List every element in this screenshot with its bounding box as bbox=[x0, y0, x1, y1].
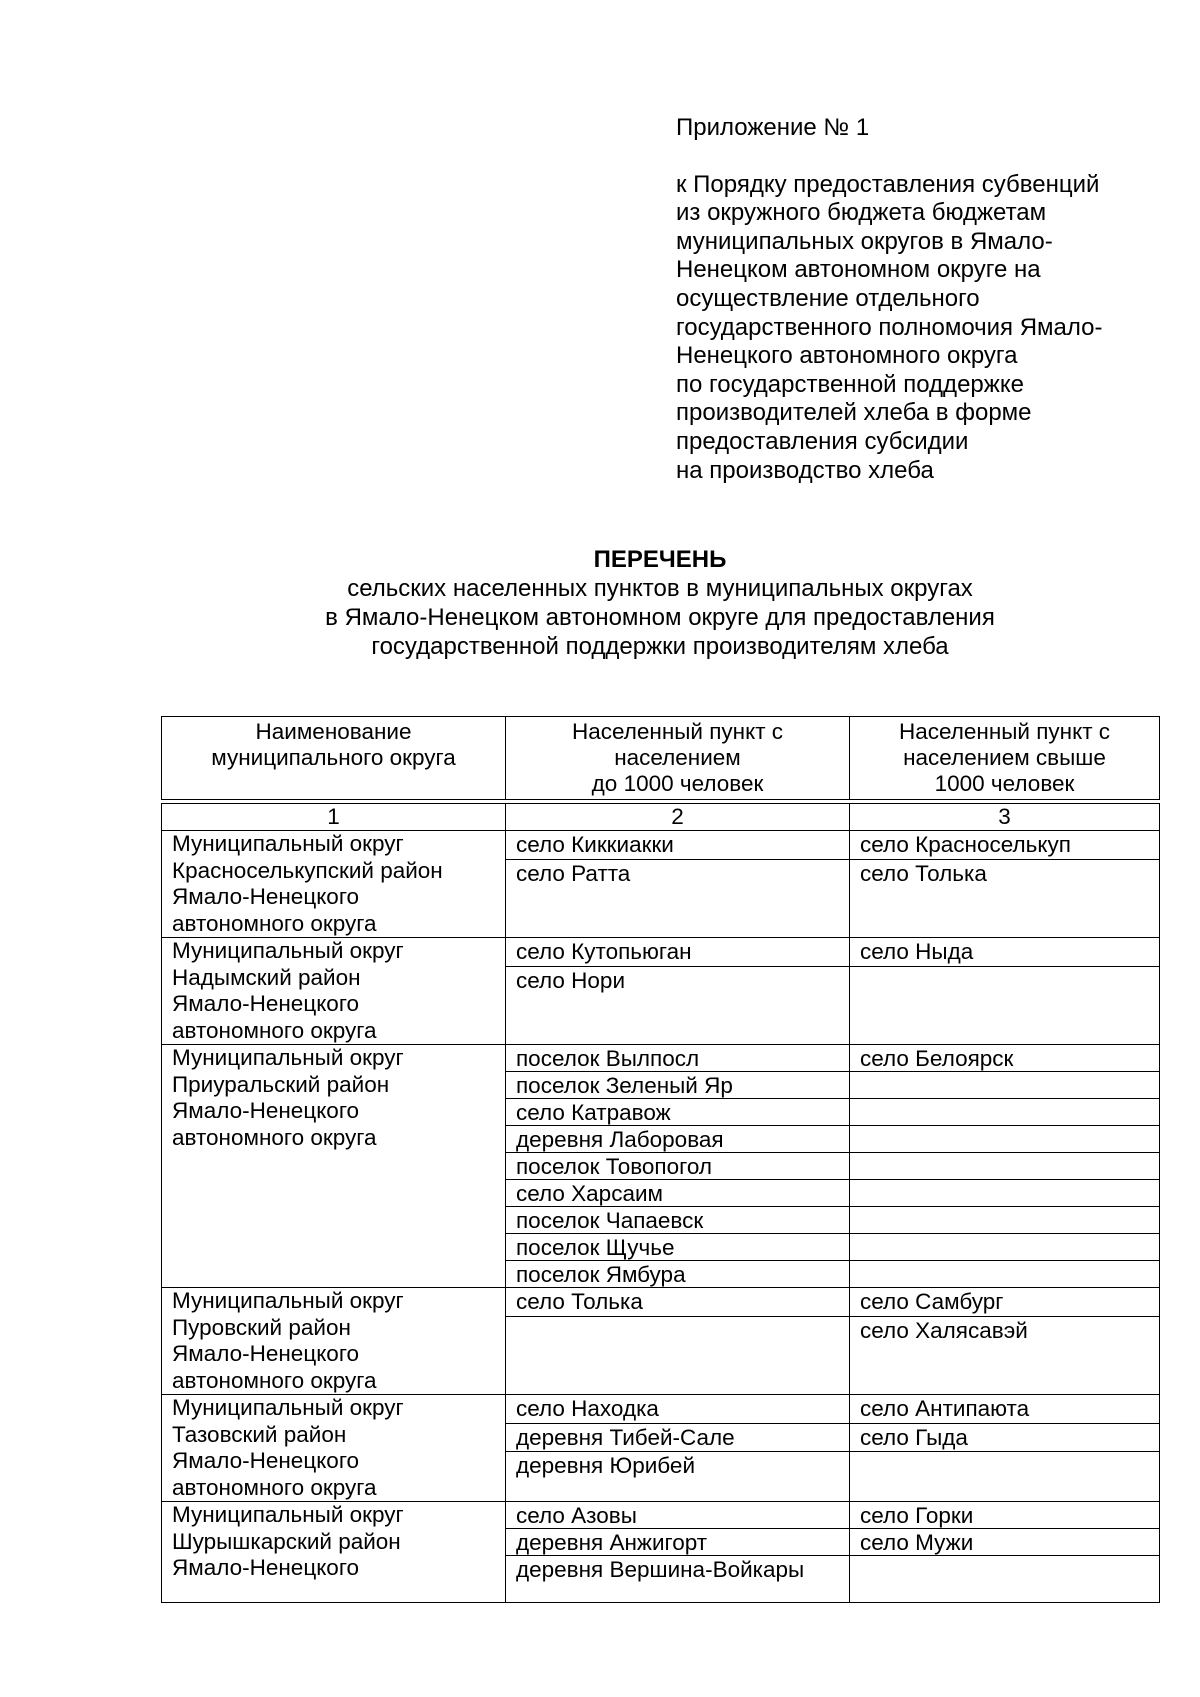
settlement-name: деревня Юрибей bbox=[516, 1453, 696, 1479]
district-name-line: Шурышкарский район bbox=[172, 1528, 401, 1554]
settlement-name: село Халясавэй bbox=[860, 1317, 1028, 1343]
small-settlement-cell bbox=[506, 1529, 850, 1556]
settlement-name: деревня Лаборовая bbox=[516, 1127, 724, 1152]
table-row bbox=[162, 1288, 1160, 1317]
table-row bbox=[162, 938, 1160, 967]
large-settlement-cell bbox=[850, 1316, 1160, 1394]
header-small-settlement bbox=[506, 717, 850, 800]
large-settlement-cell bbox=[850, 1423, 1160, 1452]
district-name-line: Пуровский район bbox=[172, 1314, 351, 1340]
settlement-name: село Белоярск bbox=[860, 1046, 1014, 1071]
settlement-name: село Антипаюта bbox=[860, 1396, 1030, 1421]
header-text: 1000 человек bbox=[934, 771, 1075, 796]
small-settlement-cell bbox=[506, 1126, 850, 1153]
large-settlement-cell bbox=[850, 1153, 1160, 1180]
district-name-line: Ямало-Ненецкого bbox=[172, 884, 360, 909]
district-name-line: Ямало-Ненецкого bbox=[172, 1098, 360, 1123]
large-settlement-cell bbox=[850, 1529, 1160, 1556]
small-settlement-cell bbox=[506, 1153, 850, 1180]
settlement-name bbox=[506, 1317, 849, 1389]
district-name-line: Красноселькупский район bbox=[172, 857, 443, 883]
large-settlement-cell bbox=[850, 1207, 1160, 1234]
header-text: населением свыше bbox=[903, 745, 1106, 770]
settlement-name: деревня Анжигорт bbox=[516, 1530, 708, 1555]
district-name-line: автономного округа bbox=[172, 1124, 377, 1150]
settlement-name bbox=[850, 1099, 1159, 1125]
settlement-name: село Мужи bbox=[860, 1530, 974, 1555]
settlement-name: село Гыда bbox=[860, 1424, 968, 1450]
settlement-name bbox=[850, 1207, 1159, 1233]
settlement-name: село Катравож bbox=[516, 1100, 671, 1125]
large-settlement-cell bbox=[850, 1452, 1160, 1502]
small-settlement-cell bbox=[506, 1502, 850, 1529]
small-settlement-cell bbox=[506, 1316, 850, 1394]
district-name-line: Муниципальный округ bbox=[172, 1288, 404, 1313]
district-name-cell bbox=[162, 1395, 506, 1502]
small-settlement-cell bbox=[506, 938, 850, 967]
table-body bbox=[161, 803, 1160, 1603]
small-settlement-cell bbox=[506, 1072, 850, 1099]
large-settlement-cell bbox=[850, 859, 1160, 937]
appendix-line: осуществление отдельного bbox=[676, 284, 980, 312]
settlement-name bbox=[850, 1072, 1159, 1098]
small-settlement-cell bbox=[506, 831, 850, 860]
small-settlement-cell bbox=[506, 1099, 850, 1126]
small-settlement-cell bbox=[506, 1423, 850, 1452]
large-settlement-cell bbox=[850, 1288, 1160, 1317]
settlement-name bbox=[850, 1556, 1159, 1602]
district-name-cell bbox=[162, 1502, 506, 1603]
appendix-line: производителей хлеба в форме bbox=[676, 399, 1032, 427]
small-settlement-cell bbox=[506, 1180, 850, 1207]
large-settlement-cell bbox=[850, 1180, 1160, 1207]
column-number: 3 bbox=[850, 804, 1160, 831]
settlements-table-wrap bbox=[161, 716, 1159, 1603]
document-heading bbox=[160, 545, 1160, 661]
appendix-title: Приложение № 1 bbox=[676, 114, 870, 141]
table-row bbox=[162, 1045, 1160, 1072]
appendix-line: Ненецком автономном округе на bbox=[676, 256, 1041, 284]
small-settlement-cell bbox=[506, 1045, 850, 1072]
district-name-cell bbox=[162, 1045, 506, 1288]
district-name-line: Муниципальный округ bbox=[172, 831, 404, 856]
small-settlement-cell bbox=[506, 1395, 850, 1424]
settlement-name: село Ныда bbox=[860, 939, 974, 964]
appendix-line: предоставления субсидии bbox=[676, 427, 969, 455]
large-settlement-cell bbox=[850, 1045, 1160, 1072]
large-settlement-cell bbox=[850, 1072, 1160, 1099]
large-settlement-cell bbox=[850, 966, 1160, 1044]
large-settlement-cell bbox=[850, 1099, 1160, 1126]
small-settlement-cell bbox=[506, 1452, 850, 1502]
settlement-name bbox=[850, 1452, 1159, 1498]
settlement-name: деревня Вершина-Войкары bbox=[516, 1557, 805, 1582]
settlement-name: село Азовы bbox=[516, 1503, 637, 1528]
district-name-line: Надымский район bbox=[172, 964, 361, 990]
table-header bbox=[161, 716, 1160, 800]
column-number: 2 bbox=[506, 804, 850, 831]
district-name-line: Ямало-Ненецкого bbox=[172, 1555, 360, 1580]
large-settlement-cell bbox=[850, 831, 1160, 860]
small-settlement-cell bbox=[506, 1261, 850, 1288]
header-text: Населенный пункт с bbox=[898, 719, 1111, 744]
heading-line: государственной поддержки производителям хлеба bbox=[371, 633, 949, 660]
large-settlement-cell bbox=[850, 1502, 1160, 1529]
settlement-name: село Киккиакки bbox=[516, 832, 674, 857]
district-name-line: Муниципальный округ bbox=[172, 938, 404, 963]
settlement-name: село Находка bbox=[516, 1396, 659, 1421]
heading-title: ПЕРЕЧЕНЬ bbox=[593, 546, 727, 573]
appendix-line: муниципальных округов в Ямало- bbox=[676, 227, 1053, 255]
settlement-name: поселок Вылпосл bbox=[516, 1046, 700, 1071]
district-name-line: автономного округа bbox=[172, 1017, 377, 1043]
district-name-cell bbox=[162, 938, 506, 1045]
large-settlement-cell bbox=[850, 1126, 1160, 1153]
large-settlement-cell bbox=[850, 1556, 1160, 1603]
settlement-name: поселок Ямбура bbox=[516, 1262, 686, 1287]
heading-line: сельских населенных пунктов в муниципальных округах bbox=[347, 575, 973, 602]
settlement-name: село Толька bbox=[516, 1289, 643, 1314]
large-settlement-cell bbox=[850, 1234, 1160, 1261]
district-name-line: автономного округа bbox=[172, 1474, 377, 1500]
header-text: Наименование bbox=[255, 719, 412, 744]
settlement-name: село Красноселькуп bbox=[860, 832, 1071, 857]
settlement-name: поселок Щучье bbox=[516, 1235, 675, 1260]
small-settlement-cell bbox=[506, 966, 850, 1044]
appendix-block bbox=[676, 114, 1176, 485]
settlement-name bbox=[850, 1261, 1159, 1287]
settlement-name bbox=[850, 1153, 1159, 1179]
table-row bbox=[162, 1502, 1160, 1529]
large-settlement-cell bbox=[850, 1395, 1160, 1424]
appendix-line: государственного полномочия Ямало- bbox=[676, 313, 1103, 341]
settlement-name: село Самбург bbox=[860, 1289, 1004, 1314]
settlement-name: деревня Тибей-Сале bbox=[516, 1424, 735, 1450]
small-settlement-cell bbox=[506, 859, 850, 937]
settlement-name: поселок Зеленый Яр bbox=[516, 1073, 733, 1098]
district-name-cell bbox=[162, 1288, 506, 1395]
header-text: до 1000 человек bbox=[591, 771, 764, 796]
district-name-cell bbox=[162, 831, 506, 938]
appendix-text bbox=[676, 171, 1176, 486]
settlement-name: село Ратта bbox=[516, 860, 631, 886]
settlement-name: село Харсаим bbox=[516, 1181, 663, 1206]
district-name-line: Муниципальный округ bbox=[172, 1502, 404, 1527]
settlement-name: село Горки bbox=[860, 1503, 974, 1528]
small-settlement-cell bbox=[506, 1288, 850, 1317]
appendix-line: на производство хлеба bbox=[676, 456, 934, 484]
settlement-name: село Толька bbox=[860, 860, 987, 886]
appendix-line: из окружного бюджета бюджетам bbox=[676, 199, 1047, 227]
settlement-name: село Нори bbox=[516, 967, 626, 993]
heading-line: в Ямало-Ненецком автономном округе для предоставления bbox=[325, 604, 995, 631]
settlement-name bbox=[850, 1234, 1159, 1260]
column-number: 1 bbox=[162, 804, 506, 831]
header-district bbox=[162, 717, 506, 800]
district-name-line: автономного округа bbox=[172, 910, 377, 936]
district-name-line: Приуральский район bbox=[172, 1071, 390, 1097]
column-numbers-row bbox=[162, 804, 1160, 831]
small-settlement-cell bbox=[506, 1234, 850, 1261]
small-settlement-cell bbox=[506, 1207, 850, 1234]
header-text: муниципального округа bbox=[211, 745, 456, 770]
header-large-settlement bbox=[850, 717, 1160, 800]
district-name-line: Ямало-Ненецкого bbox=[172, 1341, 360, 1366]
large-settlement-cell bbox=[850, 1261, 1160, 1288]
district-name-line: Муниципальный округ bbox=[172, 1395, 404, 1420]
settlement-name: поселок Товопогол bbox=[516, 1154, 712, 1179]
appendix-line: Ненецкого автономного округа bbox=[676, 342, 1018, 370]
small-settlement-cell bbox=[506, 1556, 850, 1603]
district-name-line: Тазовский район bbox=[172, 1421, 347, 1447]
header-text: Населенный пункт с bbox=[571, 719, 784, 744]
appendix-line: по государственной поддержке bbox=[676, 370, 1024, 398]
district-name-line: Ямало-Ненецкого bbox=[172, 991, 360, 1016]
table-row bbox=[162, 1395, 1160, 1424]
appendix-line: к Порядку предоставления субвенций bbox=[676, 170, 1100, 198]
settlement-name bbox=[850, 1180, 1159, 1206]
table-row bbox=[162, 831, 1160, 860]
settlement-name bbox=[850, 1126, 1159, 1152]
district-name-line: Ямало-Ненецкого bbox=[172, 1448, 360, 1473]
settlement-name bbox=[850, 967, 1159, 1039]
header-text: населением bbox=[614, 745, 741, 770]
district-name-line: автономного округа bbox=[172, 1367, 377, 1393]
district-name-line: Муниципальный округ bbox=[172, 1045, 404, 1070]
large-settlement-cell bbox=[850, 938, 1160, 967]
settlement-name: поселок Чапаевск bbox=[516, 1208, 704, 1233]
settlement-name: село Кутопьюган bbox=[516, 939, 692, 964]
